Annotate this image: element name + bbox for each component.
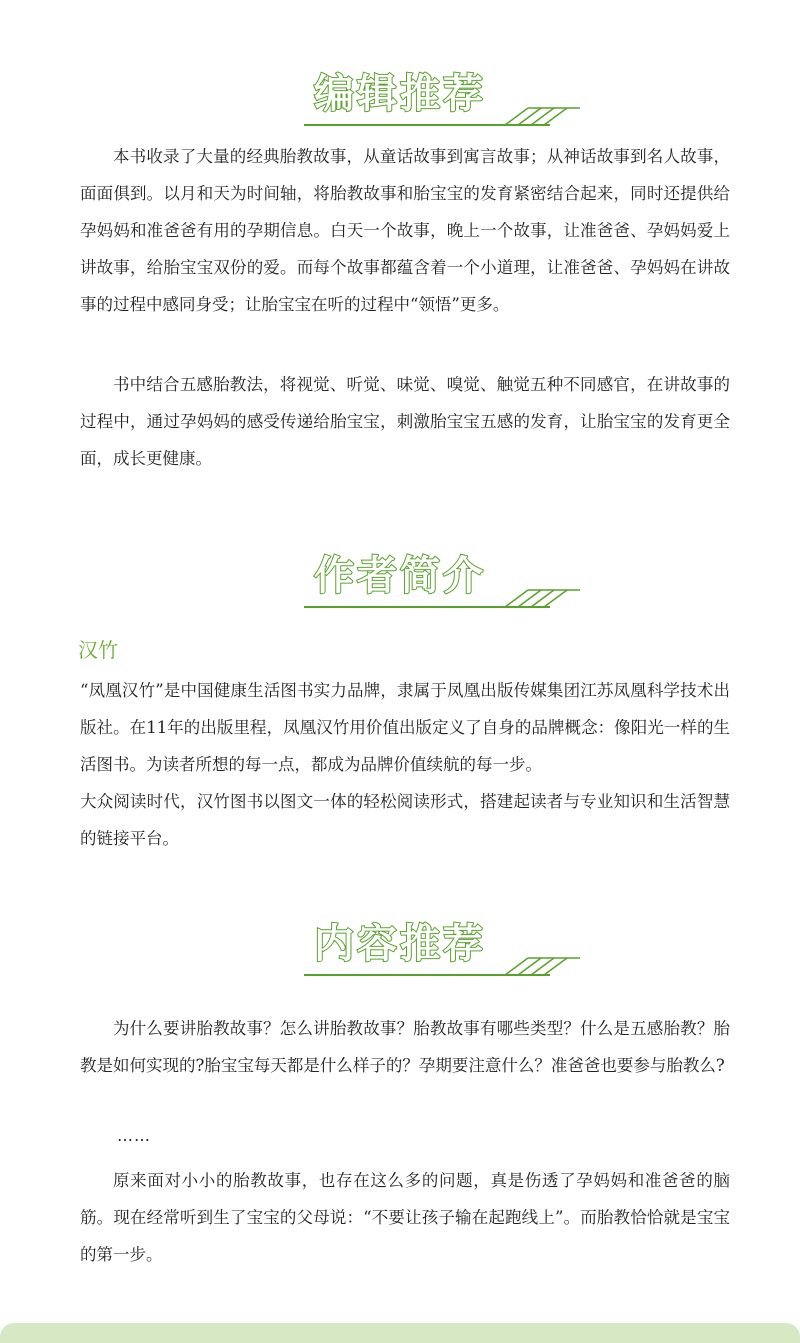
section-header-content xyxy=(0,910,800,980)
content-ellipsis: …… xyxy=(117,1126,151,1145)
section-title-content: 内容推荐 xyxy=(314,921,486,967)
section-title-editor: 编辑推荐 xyxy=(314,71,486,117)
author-paragraph-2: 大众阅读时代，汉竹图书以图文一体的轻松阅读形式，搭建起读者与专业知识和生活智慧的链接平台。 xyxy=(80,792,730,848)
author-paragraph-1: “凤凰汉竹”是中国健康生活图书实力品牌，隶属于凤凰出版传媒集团江苏凤凰科学技术出版社。在11年的出版里程，凤凰汉竹用价值出版定义了自身的品牌概念：像阳光一样的生活图书。为读者所想的每一点，都成为品牌价值续航的每一步。 xyxy=(80,681,730,774)
decorative-underline xyxy=(300,582,590,612)
decorative-underline xyxy=(300,950,590,980)
author-name: 汉竹 xyxy=(78,638,118,662)
section-title-author: 作者简介 xyxy=(314,553,486,599)
content-paragraph-2: 原来面对小小的胎教故事，也存在这么多的问题，真是伤透了孕妈妈和准爸爸的脑筋。现在经常听到生了宝宝的父母说：“不要让孩子输在起跑线上”。而胎教恰恰就是宝宝的第一步。 xyxy=(80,1171,730,1264)
section-header-author xyxy=(0,542,800,612)
decorative-underline xyxy=(300,100,590,130)
editor-paragraph-2: 书中结合五感胎教法，将视觉、听觉、味觉、嗅觉、触觉五种不同感官，在讲故事的过程中，通过孕妈妈的感受传递给胎宝宝，刺激胎宝宝五感的发育，让胎宝宝的发育更全面，成长更健康。 xyxy=(80,375,730,468)
footer-band xyxy=(0,1323,800,1343)
content-paragraph-1: 为什么要讲胎教故事？怎么讲胎教故事？胎教故事有哪些类型？什么是五感胎教？胎教是如何实现的?胎宝宝每天都是什么样子的？孕期要注意什么？准爸爸也要参与胎教么? xyxy=(80,1019,730,1075)
section-header-editor xyxy=(0,60,800,130)
editor-paragraph-1: 本书收录了大量的经典胎教故事，从童话故事到寓言故事；从神话故事到名人故事，面面俱到。以月和天为时间轴，将胎教故事和胎宝宝的发育紧密结合起来，同时还提供给孕妈妈和准爸爸有用的孕期信息。白天一个故事，晚上一个故事，让准爸爸、孕妈妈爱上讲故事，给胎宝宝双份的爱。而每个故事都蕴含着一个小道理，让准爸爸、孕妈妈在讲故事的过程中感同身受；让胎宝宝在听的过程中“领悟”更多。 xyxy=(80,147,730,314)
